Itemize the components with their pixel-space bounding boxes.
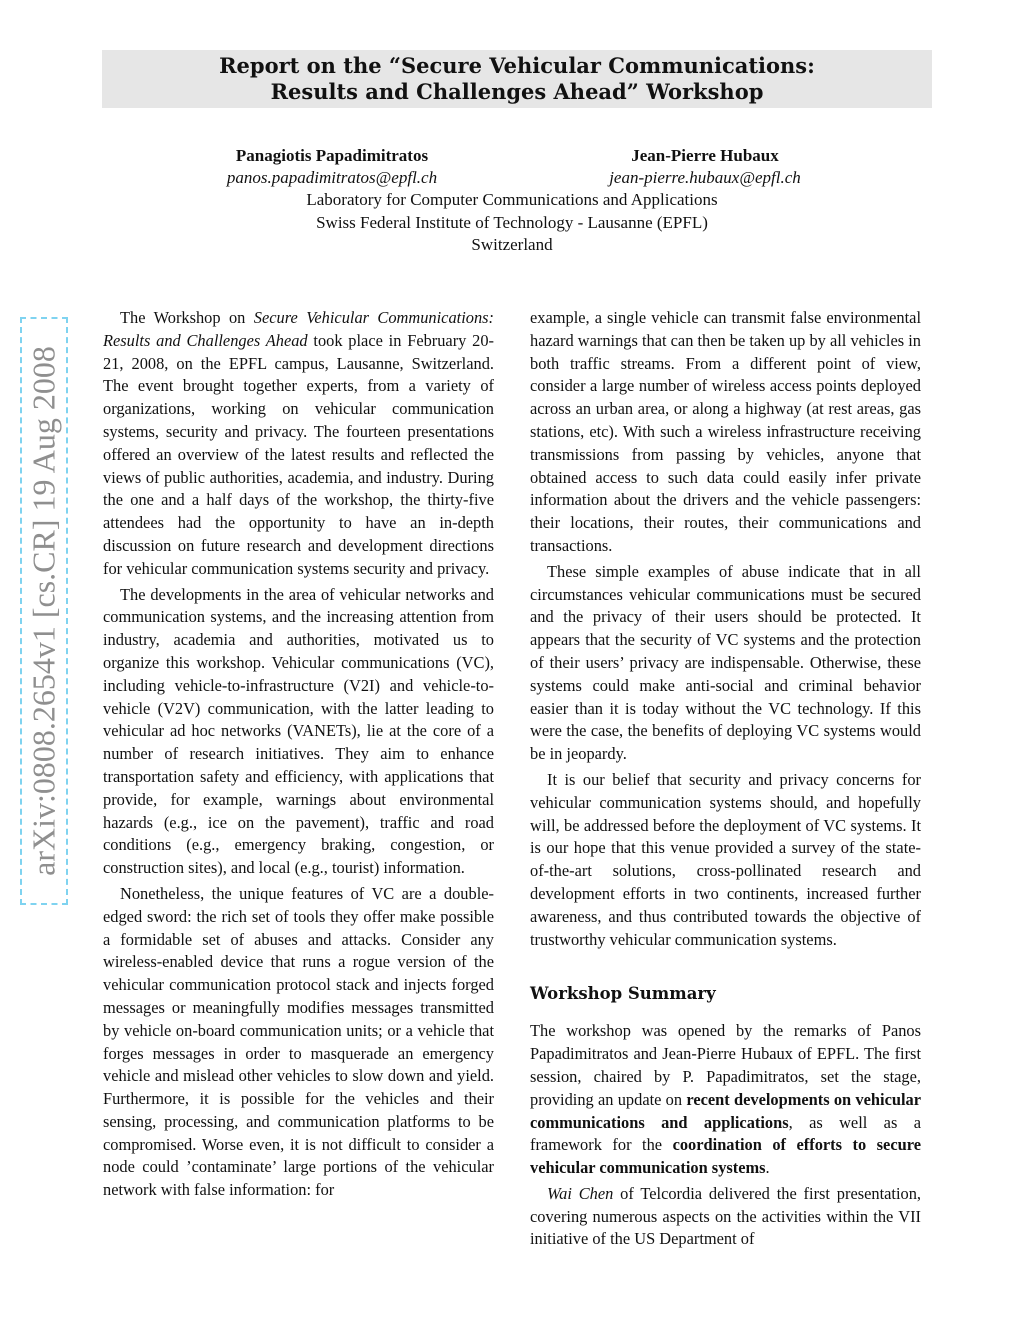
paragraph-text: . [765,1158,770,1178]
bold-phrase: recent developments on vehicular communications and applications [530,1089,921,1132]
paragraph: It is our belief that security and privacy concerns for vehicular communication systems should, and hopefully will, be addressed before the deployment of VC systems. It is our hope that this venue provided a survey of the state-of-the-art solutions, cross-pollinated research and development efforts in two continents, increased further awareness, and thus contributed towards the objective of trustworthy vehicular communication systems. [530,769,921,949]
section-heading: Workshop Summary [530,984,716,1004]
paragraph-text: took place in February 20-21, 2008, on the EPFL campus, Lausanne, Switzerland. The event brought together experts, from a variety of organizations, working on vehicular communication systems, security and privacy. The fourteen presentations offered an overview of the latest results and reflected the views of public authorities, academia, and industry. During the one and a half days of the workshop, the thirty-five attendees had the opportunity to have an in-depth discussion on future research and development directions for vehicular communication systems security and privacy. [103,330,494,578]
paragraph: The developments in the area of vehicular networks and communication systems, and the increasing attention from industry, academia and authorities, motivated us to organize this workshop. Vehicular communications (VC), including vehicle-to-infrastructure (V2I) and vehicle-to-vehicle (V2V) communication, with the latter leading to vehicular ad hoc networks (VANETs), lie at the core of a number of research initiatives. They aim to enhance transportation safety and efficiency, with applications that provide, for example, warnings about environmental hazards (e.g., ice on the pavement), traffic and road conditions (e.g., emergency braking, congestion, or construction sites), and local (e.g., tourist) information. [103,584,494,878]
title-line-1: Report on the “Secure Vehicular Communications: [219,53,815,78]
paragraph-text: of Telcordia delivered the first presentation, covering numerous aspects on the activities within the VII initiative of the US Department of [530,1183,922,1249]
paragraph-text: , as well as a framework for the [530,1112,921,1155]
affiliation-institute: Swiss Federal Institute of Technology - Lausanne (EPFL) [316,212,708,232]
workshop-name: Secure Vehicular Communications: Results and Challenges Ahead [103,308,494,350]
author-name: Panagiotis Papadimitratos [235,146,429,165]
right-column [530,307,921,1254]
paragraph: example, a single vehicle can transmit false environmental hazard warnings that can then be taken up by all vehicles in both traffic streams. From a different point of view, consider a large number of wireless access points deployed across an urban area, or along a highway (at rest areas, gas stations, etc). With such a wireless infrastructure receiving transmissions from passing by vehicles, anyone that obtained access to such data could easily infer private information about the drivers and the vehicle passengers: their locations, their routes, their communications and transactions. [530,308,921,555]
paragraph [530,1183,921,1251]
paragraph-text: The Workshop on [120,308,254,327]
paragraph-text: The workshop was opened by the remarks of Panos Papadimitratos and Jean-Pierre Hubaux of EPFL. The first session, chaired by P. Papadimitratos, set the stage, providing an update on [530,1021,921,1109]
author-1 [182,145,482,189]
author-email: jean-pierre.hubaux@epfl.ch [609,168,801,187]
left-column [103,307,494,1205]
title-line-2: Results and Challenges Ahead” Workshop [270,79,764,104]
paragraph [530,1020,921,1180]
title-box [102,50,932,108]
paragraph: Nonetheless, the unique features of VC are a double-edged sword: the rich set of tools they offer make possible a formidable set of abuses and attacks. Consider any wireless-enabled device that runs a rogue version of the vehicular communication protocol stack and injects forged messages or meaningfully modifies messages transmitted by vehicle on-board communication units; or a vehicle that forges messages in order to masquerade an emergency vehicle and mislead other vehicles to slow down and yield. Furthermore, it is possible for the vehicles and their sensing, processing, and communication platforms to be compromised. Worse even, it is not difficult to consider a node could ’contaminate’ large portions of the vehicular network with false information: for [103,883,494,1200]
affiliation-country: Switzerland [471,235,553,254]
author-name: Jean-Pierre Hubaux [631,146,779,165]
speaker-name: Wai Chen [547,1183,614,1203]
author-email: panos.papadimitratos@epfl.ch [226,168,438,187]
affiliation-lab: Laboratory for Computer Communications and Applications [306,190,718,209]
affiliation [102,189,922,257]
paragraph: These simple examples of abuse indicate that in all circumstances vehicular communications must be secured and the privacy of their users should be protected. It appears that the security of VC systems and the protection of their users’ privacy are indispensable. Otherwise, these systems could make anti-social and criminal behavior easier than it is today without the VC technology. If this were the case, the benefits of deploying VC systems would be in jeopardy. [530,561,921,764]
author-2 [555,145,855,189]
arxiv-stamp-text: arXiv:0808.2654v1 [cs.CR] 19 Aug 2008 [25,346,62,876]
paragraph [103,307,494,581]
arxiv-stamp [20,317,68,905]
bold-phrase: coordination of efforts to secure vehicular communication systems [530,1135,921,1178]
